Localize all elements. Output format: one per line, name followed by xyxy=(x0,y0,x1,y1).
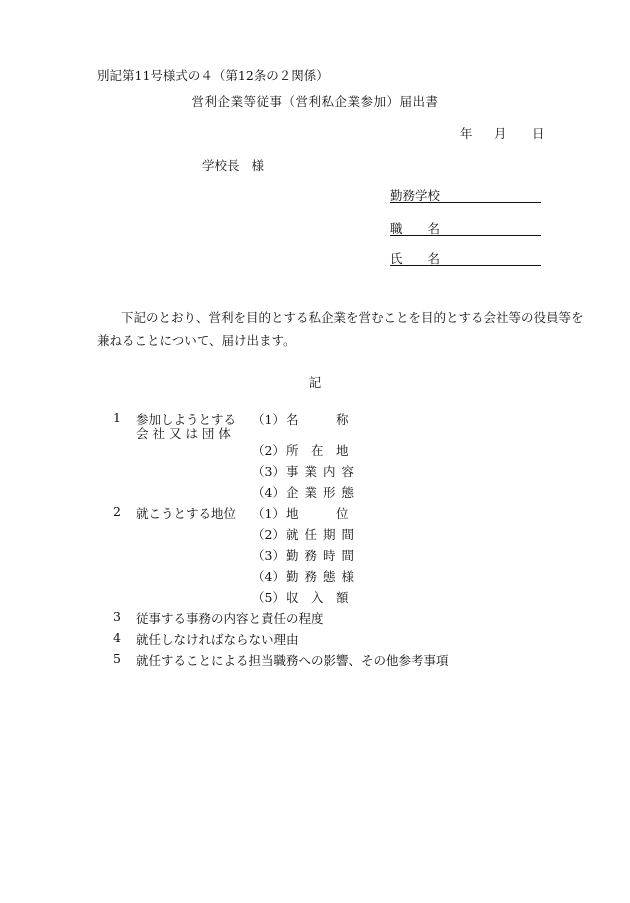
name-signature-line[interactable] xyxy=(390,249,541,266)
sub-item-label: 勤務時間 xyxy=(286,548,361,563)
school-label: 勤務学校 xyxy=(390,188,441,203)
position-label: 職 名 xyxy=(390,221,441,236)
sub-item-number: （3） xyxy=(252,464,285,479)
item-label-line2: 会 社 又 は 団 体 xyxy=(136,426,231,441)
body-paragraph: 下記のとおり、営利を目的とする私企業を営むことを目的とする会社等の役員等を兼ねることについて、届け出ます。 xyxy=(97,310,584,348)
sub-item-label: 勤務態様 xyxy=(286,569,361,584)
sub-item-label: 企業形態 xyxy=(286,485,361,500)
item-label: 就任しなければならない理由 xyxy=(136,632,299,647)
sub-item-label: 就任期間 xyxy=(286,527,361,542)
item-number: 3 xyxy=(113,609,121,624)
item-label: 就こうとする地位 xyxy=(136,506,237,521)
sub-item-number: （4） xyxy=(252,485,285,500)
date-month-label: 月 xyxy=(494,126,507,141)
school-signature-line[interactable] xyxy=(390,186,541,203)
item-number: 5 xyxy=(113,651,121,666)
sub-item-number: （1） xyxy=(252,506,285,521)
name-label: 氏 名 xyxy=(390,251,441,266)
position-signature-line[interactable] xyxy=(390,219,541,236)
sub-item-number: （3） xyxy=(252,548,285,563)
item-number: 2 xyxy=(113,504,121,519)
recipient xyxy=(202,156,264,174)
date-year-label: 年 xyxy=(460,126,473,141)
sub-item-number: （5） xyxy=(252,590,285,605)
item-number: 1 xyxy=(113,410,121,425)
recipient-honorific: 様 xyxy=(251,158,265,173)
sub-item-label: 事業内容 xyxy=(286,464,361,479)
sub-item-number: （2） xyxy=(252,527,285,542)
date-day-label: 日 xyxy=(532,126,545,141)
item-label: 就任することによる担当職務への影響、その他参考事項 xyxy=(136,653,449,668)
item-label: 従事する事務の内容と責任の程度 xyxy=(136,611,324,626)
sub-item-label: 所 在 地 xyxy=(286,443,349,458)
item-label: 参加しようとする xyxy=(136,412,237,427)
item-number: 4 xyxy=(113,630,121,645)
recipient-name: 学校長 xyxy=(202,158,240,173)
form-reference: 別記第11号様式の４（第12条の２関係） xyxy=(97,68,329,83)
sub-item-number: （4） xyxy=(252,569,285,584)
sub-item-number: （1） xyxy=(252,412,285,427)
document-title: 営利企業等従事（営利私企業参加）届出書 xyxy=(191,94,439,109)
ki-heading: 記 xyxy=(308,375,322,390)
sub-item-number: （2） xyxy=(252,443,285,458)
sub-item-label: 名 称 xyxy=(286,412,349,427)
sub-item-label: 収 入 額 xyxy=(286,590,349,605)
sub-item-label: 地 位 xyxy=(286,506,349,521)
